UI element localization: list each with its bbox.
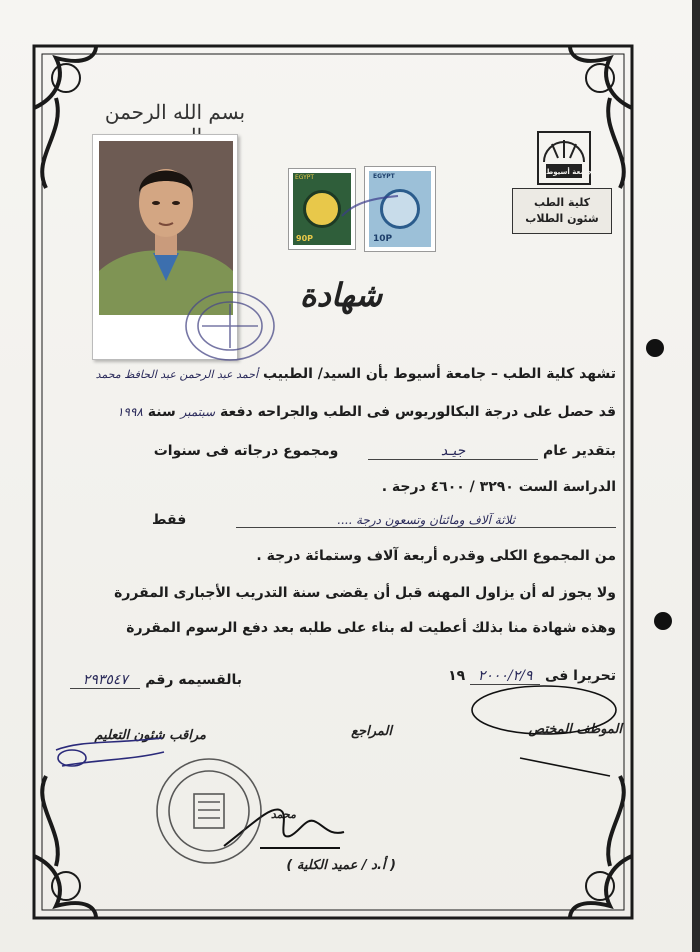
basmala: بسم الله الرحمن bbox=[104, 100, 246, 124]
line3-printed-a: بتقدير عام bbox=[542, 443, 616, 459]
punch-hole-top bbox=[646, 339, 664, 357]
line3-grade: جيـد bbox=[368, 443, 538, 460]
stamp2-country: EGYPT bbox=[373, 173, 395, 180]
dean-label: ( أ.د / عميد الكلية ) bbox=[286, 858, 396, 873]
faculty-label-line1: كلية الطب bbox=[533, 196, 591, 209]
line5-end: فقط bbox=[152, 512, 187, 528]
register-value: ٢٩٣٥٤٧ bbox=[70, 672, 140, 689]
date-value: ٢٠٠٠/٢/٩ bbox=[470, 668, 540, 685]
stamp-cancel-mark bbox=[340, 192, 400, 222]
register-label: بالقسيمه رقم bbox=[145, 672, 242, 688]
date-suffix: ١٩ bbox=[448, 668, 466, 684]
line3-printed-b: ومجموع درجاته فى سنوات bbox=[153, 443, 339, 459]
line2-month: سبتمبر bbox=[180, 405, 216, 419]
reviewer-label: المراجع bbox=[351, 724, 392, 739]
body-line-2 bbox=[56, 404, 616, 420]
line2-year: ١٩٩٨ bbox=[117, 405, 143, 419]
emblem-text: جامعة أسيوط bbox=[546, 168, 593, 176]
punch-hole-bottom bbox=[654, 612, 672, 630]
certificate-title: شهادة bbox=[299, 276, 383, 314]
date-label: تحريرا فى bbox=[544, 668, 616, 684]
register-line bbox=[70, 672, 242, 689]
supervisor-label: مراقب شئون التعليم bbox=[94, 728, 206, 743]
body-line-4: الدراسة الست ٣٢٩٠ / ٤٦٠٠ درجة . bbox=[381, 479, 616, 495]
official-label: الموظف المختص bbox=[528, 722, 622, 737]
dean-seal bbox=[154, 756, 264, 866]
body-line-3 bbox=[56, 443, 616, 460]
line1-name: أحمد عبد الرحمن عبد الحافظ محمد bbox=[95, 368, 259, 381]
line2-printed-a: قد حصل على درجة البكالوريوس فى الطب والجراحه دفعة bbox=[219, 404, 616, 420]
line2-printed-b: سنة bbox=[147, 404, 176, 420]
official-signature bbox=[470, 680, 620, 780]
faculty-label-line2: شئون الطلاب bbox=[525, 212, 599, 225]
stamp1-country: EGYPT bbox=[295, 174, 315, 181]
body-line-7: ولا يجوز له أن يزاول المهنه قبل أن يقضى سنة التدريب الأجبارى المقررة bbox=[114, 585, 616, 601]
line1-printed: تشهد كلية الطب – جامعة أسيوط بأن السيد/ الطبيب bbox=[262, 366, 616, 382]
faculty-label-box bbox=[512, 188, 612, 234]
stamp2-value: 10P bbox=[373, 234, 393, 244]
body-line-6: من المجموع الكلى وقدره أربعة آلاف وستمائة درجة . bbox=[256, 548, 616, 564]
university-emblem-icon bbox=[534, 128, 594, 188]
stamp1-value: 90P bbox=[296, 234, 313, 243]
line5-words: ثلاثة آلاف ومائتان وتسعون درجة .... bbox=[236, 513, 616, 528]
body-line-1 bbox=[56, 366, 616, 382]
scan-edge bbox=[692, 0, 700, 952]
body-line-8: وهذه شهادة منا بذلك أعطيت له بناء على طلبه بعد دفع الرسوم المقررة bbox=[126, 620, 616, 636]
body-line-5 bbox=[56, 512, 616, 528]
dean-name: محمد bbox=[270, 808, 296, 821]
